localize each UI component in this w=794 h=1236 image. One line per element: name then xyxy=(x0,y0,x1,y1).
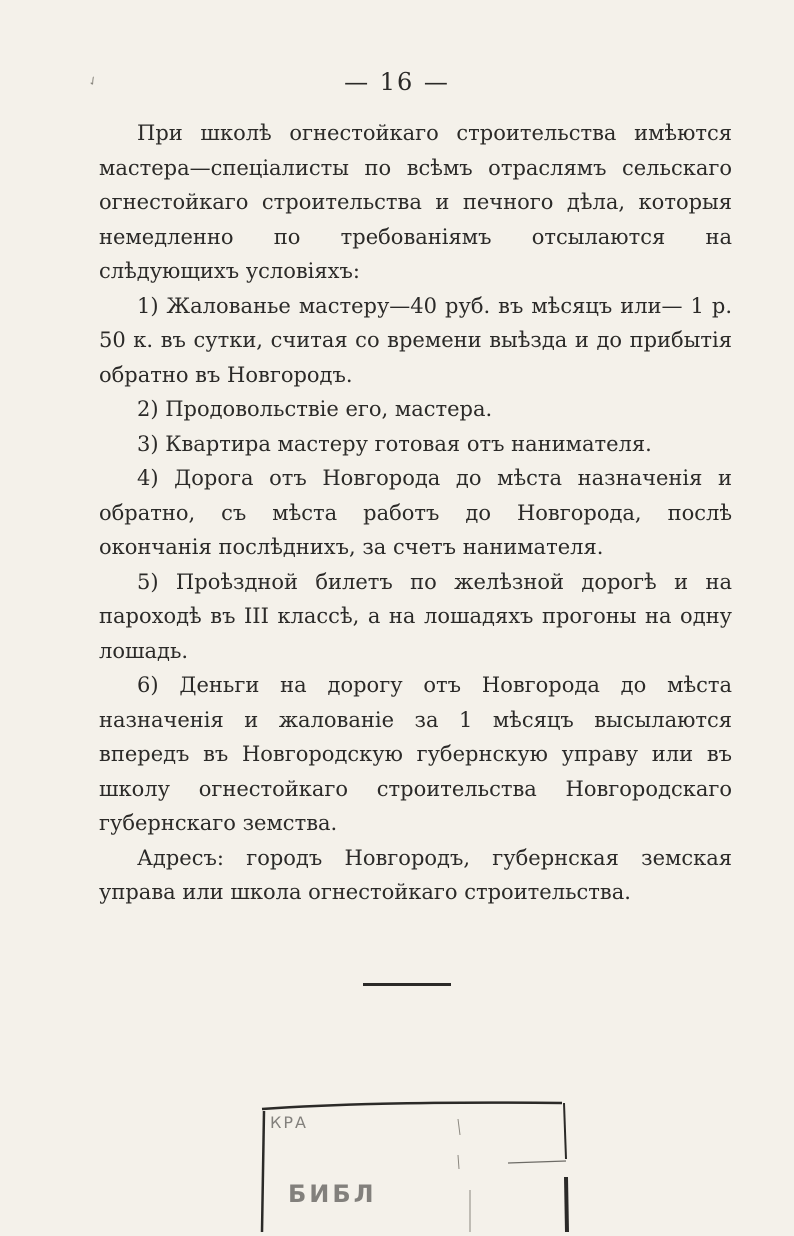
library-stamp xyxy=(258,1095,570,1232)
body-text xyxy=(99,116,732,910)
condition-1: 1) Жалованье мастеру—40 руб. въ мѣсяцъ или— 1 р. 50 к. въ сутки, считая со времени выѣзда и до прибытія обратно въ Новгородъ. xyxy=(99,293,732,387)
address-paragraph: Адресъ: городъ Новгородъ, губернская земская управа или школа огнестойкаго строительства. xyxy=(99,845,732,904)
page-number: — 16 — xyxy=(344,68,450,96)
pencil-mark: ✓ xyxy=(85,72,101,90)
condition-3: 3) Квартира мастеру готовая отъ нанимателя. xyxy=(137,431,652,456)
section-divider xyxy=(363,983,451,986)
stamp-text-top: КРА xyxy=(270,1113,308,1132)
stamp-text-bottom: БИБЛ xyxy=(288,1180,377,1208)
condition-6: 6) Деньги на дорогу отъ Новгорода до мѣста назначенія и жалованіе за 1 мѣсяцъ высылаются впередъ въ Новгородскую губернскую управу или въ школу огнестойкаго строительства Новгородскаго губернскаго земства. xyxy=(99,673,732,835)
condition-4: 4) Дорога отъ Новгорода до мѣста назначенія и обратно, съ мѣста работъ до Новгорода, послѣ окончанія послѣднихъ, за счетъ нанимателя. xyxy=(99,466,732,559)
intro-paragraph: При школѣ огнестойкаго строительства имѣются мастера—спеціалисты по всѣмъ отраслямъ сельскаго огнестойкаго строительства и печного дѣла, которыя немедленно по требованіямъ отсылаются на слѣдующихъ условіяхъ: xyxy=(99,121,732,283)
condition-5: 5) Проѣздной билетъ по желѣзной дорогѣ и на пароходѣ въ III классѣ, а на лошадяхъ прогоны на одну лошадь. xyxy=(99,569,732,663)
condition-2: 2) Продовольствіе его, мастера. xyxy=(137,397,493,421)
